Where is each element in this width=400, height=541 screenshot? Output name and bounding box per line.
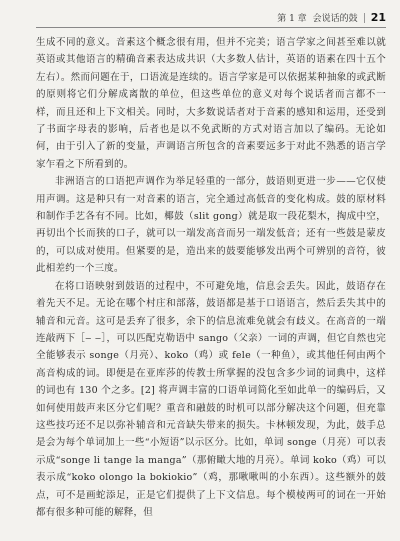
chapter-title: 会说话的鼓 (312, 14, 358, 24)
running-header (36, 8, 386, 28)
paragraph-continued: 生成不同的意义。音素这个概念很有用，但并不完美；语言学家之间甚至难以就英语或其他语言的精确音素表达成共识（大多数人估计，英语的语素在四十五个左右）。然而问题在于，口语流是连续的。语言学家是可以依据某种抽象的或武断的原则将它们分解成离散的单位，但这些单位的意义对每个说话者而言都不一样，而且还和上下文相关。同时，大多数说话者对于音素的感知和运用，还受到了书面字母表的影响，后者也是以不免武断的方式对语言加以了编码。无论如何，由于引入了新的变量，声调语言所包含的音素要远多于对此不熟悉的语言学家乍看之下所看到的。 (36, 37, 386, 170)
paragraph-information-loss: 在将口语映射到鼓语的过程中，不可避免地，信息会丢失。因此，鼓语存在着先天不足。无论在哪个村庄和部落，鼓语都是基于口语语言，然后丢失其中的辅音和元音。这可是丢弃了很多，余下的信息流难免就会有歧义。在高音的一端连敲两下［‒ ‒］，可以匹配克勒语中 sango（父亲）一词的声调，但它自然也完全能够表示 songe（月亮）、koko（鸡）或 fele（一种鱼），或其他任何由两个高音构成的词。即便是在亚库莎的传教士所掌握的没包含多少词的词典中，这样的词也有 130 个之多。[2] 将声调丰富的口语单词简化至如此单一的编码后，又如何使用鼓声来区分它们呢？重音和融鼓的时机可以部分解决这个问题，但充靠这些技巧还不足以弥补辅音和元音缺失带来的损失。卡林顿发现，为此，鼓手总是会为每个单词加上一些“小短语”以示区分。比如，单词 songe（月亮）可以表示成“songe li tange la manga”（那俯瞰大地的月亮）。单词 koko（鸡）可以表示成“koko olongo la bokiokio”（鸡，那啾啾叫的小东西）。这些额外的鼓点，可不是画蛇添足，正是它们提供了上下文信息。每个模棱两可的词在一开始都有很多种可能的解释，但 (36, 280, 386, 518)
chapter-label: 第 1 章 (277, 14, 307, 24)
page-number: 21 (370, 11, 386, 24)
body-text (36, 34, 386, 521)
header-divider (364, 13, 365, 23)
paragraph-drum-language: 非洲语言的口语把声调作为举足轻重的一部分，鼓语则更进一步——它仅使用声调。这是种只有一对音素的语言，完全通过高低音的变化构成。鼓的原材料和制作手艺各有不同。比如，椰鼓（slit gong）就是取一段花梨木，掏成中空，再切出个长而狭的口子，就可以一端发高音而另一端发低音；还有一些鼓是蒙皮的，可以成对使用。但紧要的是，造出来的鼓要能够发出两个可辨别的音符，彼此相差约一个三度。 (36, 176, 386, 275)
